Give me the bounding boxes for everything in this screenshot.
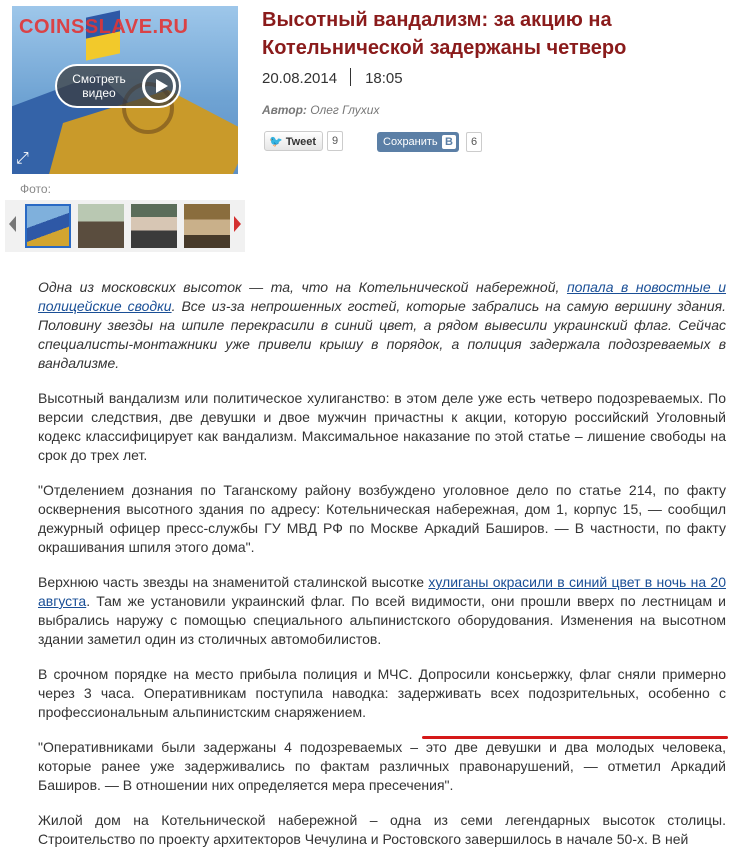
vk-save-label: Сохранить <box>383 136 438 148</box>
article-date: 20.08.2014 <box>262 70 338 87</box>
watermark: COINSSLAVE.RU <box>19 16 189 38</box>
prev-arrow-icon[interactable] <box>9 216 16 232</box>
photo-label: Фото: <box>20 182 51 196</box>
article-time: 18:05 <box>365 70 403 87</box>
article-title: Высотный вандализм: за акцию на Котельнической задержаны четверо <box>262 9 627 59</box>
tweet-count: 9 <box>327 131 343 151</box>
paragraph-link[interactable]: хулиганы окрасили в синий цвет в ночь на 20 августа <box>38 574 726 609</box>
lead-link[interactable]: попала в новостные и полицейские сводки <box>38 279 727 314</box>
article-paragraph <box>38 573 726 649</box>
article-author <box>262 103 379 117</box>
photo-thumbnail-strip <box>5 200 245 252</box>
article-paragraph: "Оперативниками были задержаны 4 подозреваемых – это две девушки и два молодых человека, которые ранее уже задерживались по фактам различных правонарушений, — отметил Аркадий Баширов. — В отношении них определяется мера пресечения". <box>38 739 726 793</box>
article-paragraph: В срочном порядке на место прибыла полиция и МЧС. Допросили консьержку, флаг сняли примерно через 3 часа. Оперативникам поступила наводка: задерживать всех подозрительных, особенно с профессиональным альпинистским снаряжением. <box>38 666 726 720</box>
paragraph-text-cont: . Там же установили украинский флаг. По всей видимости, они прошли вверх по лестницам и выбрались наружу с помощью специального альпинистского оборудования. Изменения на высотном здании заметил один из столичных автомобилистов. <box>38 593 726 647</box>
twitter-bird-icon: 🐦 <box>269 136 283 148</box>
article-meta <box>262 68 403 87</box>
article-lead <box>38 278 726 373</box>
article-paragraph: Высотный вандализм или политическое хулиганство: в этом деле уже есть четверо подозреваемых. По версии следствия, две девушки и двое мужчин причастны к акции, которую российский Уголовный кодекс классифицирует как вандализм. Максимальное наказание по этой статье – лишение свободы на срок до трех лет. <box>38 390 726 463</box>
author-name: Олег Глухих <box>310 103 380 117</box>
fullscreen-icon[interactable]: ⤢ <box>16 150 29 167</box>
article-paragraph: "Отделением дознания по Таганскому району возбуждено уголовное дело по статье 214, по факту осквернения высотного здания по адресу: Котельническая набережная, дом 1, корпус 15, — сообщил дежурный офицер пресс-службы ГУ МВД РФ по Москве Аркадий Баширов. — В частности, по факту окрашивания шпиля этого дома". <box>38 482 726 555</box>
video-preview[interactable] <box>12 6 238 174</box>
vk-save-button[interactable] <box>377 132 459 152</box>
tweet-button[interactable] <box>264 131 323 151</box>
next-arrow-icon[interactable] <box>234 216 241 232</box>
paragraph-text: Верхнюю часть звезды на знаменитой сталинской высотке <box>38 574 429 590</box>
vk-count: 6 <box>466 132 482 152</box>
watch-video-label: Смотреть видео <box>72 72 126 100</box>
photo-thumbnail[interactable] <box>25 204 71 248</box>
author-label: Автор: <box>262 103 307 117</box>
lead-text: Одна из московских высоток — та, что на Котельнической набережной, <box>38 279 567 295</box>
photo-thumbnail[interactable] <box>78 204 124 248</box>
meta-divider <box>350 68 351 86</box>
watch-video-button[interactable] <box>55 64 181 108</box>
red-underline-annotation <box>422 736 728 739</box>
lead-text-cont: . Все из-за непрошенных гостей, которые забрались на самую вершину здания. Половину звезды на шпиле перекрасили в синий цвет, а рядом вывесили украинский флаг. Сейчас специалисты-монтажники уже привели крышу в порядок, а полиция задержала подозреваемых в вандализме. <box>38 298 726 371</box>
photo-thumbnail[interactable] <box>184 204 230 248</box>
vk-logo-icon: В <box>442 135 456 149</box>
play-icon <box>142 69 176 103</box>
article-body <box>38 278 726 865</box>
article-paragraph: Жилой дом на Котельнической набережной – одна из семи легендарных высоток столицы. Строительство по проекту архитекторов Чечулина и Ростовского завершилось в начале 50-х. В ней <box>38 812 726 847</box>
photo-thumbnail[interactable] <box>131 204 177 248</box>
tweet-label: Tweet <box>285 136 317 148</box>
